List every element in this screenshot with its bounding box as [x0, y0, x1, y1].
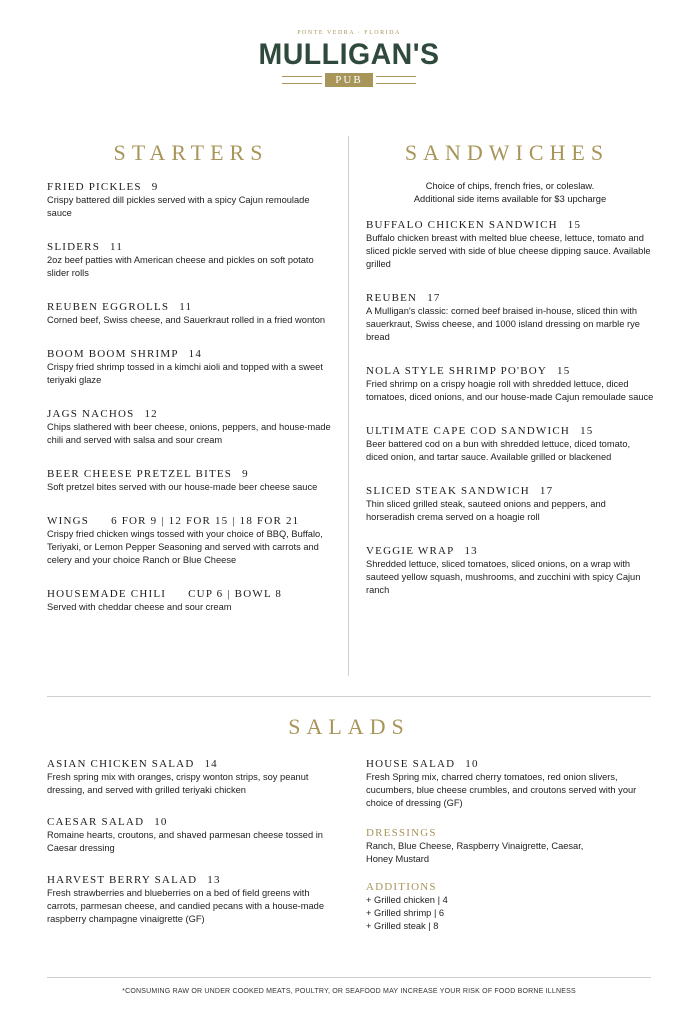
sandwiches-note: Choice of chips, french fries, or coleslaw. Additional side items available for $3 upcharge — [413, 181, 607, 204]
menu-item: HARVEST BERRY SALAD 13 Fresh strawberries and blueberries on a bed of field greens with carrots, parmesan cheese, and candied pecans with a house-made raspberry champagne vinaigrette (GF) — [47, 874, 325, 924]
addition-item: + Grilled steak | 8 — [366, 921, 439, 931]
addition-item: + Grilled chicken | 4 — [366, 895, 448, 905]
footer-disclaimer: *CONSUMING RAW OR UNDER COOKED MEATS, POULTRY, OR SEAFOOD MAY INCREASE YOUR RISK OF FOOD BORNE ILLNESS — [122, 988, 576, 995]
logo-line-left — [282, 76, 322, 84]
menu-item: REUBEN EGGROLLS 11 Corned beef, Swiss cheese, and Sauerkraut rolled in a fried wonton — [47, 301, 326, 325]
menu-item: HOUSEMADE CHILI CUP 6 | BOWL 8 Served with cheddar cheese and sour cream — [47, 588, 283, 612]
starters-list — [47, 180, 335, 634]
footer-divider — [47, 977, 651, 978]
logo-pub-badge: PUB — [325, 73, 372, 87]
menu-item: BEER CHEESE PRETZEL BITES 9 Soft pretzel bites served with our house-made beer cheese sauce — [47, 468, 318, 492]
addition-item: + Grilled shrimp | 6 — [366, 908, 445, 918]
menu-item: WINGS 6 FOR 9 | 12 FOR 15 | 18 FOR 21 Crispy fried chicken wings tossed with your choice of BBQ, Buffalo, Teriyaki, or Lemon Pepper Seasoning and served with carrots and celery and your choice Ranch or Blue Cheese — [47, 515, 323, 565]
sandwiches-title: SANDWICHES — [404, 140, 610, 165]
menu-item: NOLA STYLE SHRIMP PO'BOY 15 Fried shrimp on a crispy hoagie roll with shredded lettuce, diced tomatoes, diced onions, and our house-made Cajun remoulade sauce — [366, 365, 654, 402]
section-divider — [47, 696, 651, 697]
menu-item: SLIDERS 11 2oz beef patties with American cheese and pickles on soft potato slider rolls — [47, 241, 314, 278]
column-divider — [348, 136, 349, 676]
salads-right-list — [366, 757, 654, 953]
menu-item: FRIED PICKLES 9 Crispy battered dill pickles served with a spicy Cajun remoulade sauce — [47, 181, 310, 218]
menu-item: JAGS NACHOS 12 Chips slathered with beer cheese, onions, peppers, and house-made chili and served with salsa and sour cream — [47, 408, 331, 445]
menu-item: BOOM BOOM SHRIMP 14 Crispy fried shrimp tossed in a kimchi aioli and topped with a sweet teriyaki glaze — [47, 348, 323, 385]
logo-name: MULLIGAN'S — [258, 38, 440, 71]
starters-title: STARTERS — [113, 140, 269, 165]
additions-heading: ADDITIONS — [366, 881, 437, 893]
menu-item: ASIAN CHICKEN SALAD 14 Fresh spring mix with oranges, crispy wonton strips, soy peanut dressing, and served with grilled teriyaki chicken — [47, 758, 309, 795]
additions-block — [366, 880, 654, 933]
menu-item: BUFFALO CHICKEN SANDWICH 15 Buffalo chicken breast with melted blue cheese, lettuce, tomato and sliced pickle served with side of blue cheese dipping sauce. Available grilled — [366, 219, 651, 269]
menu-item: SLICED STEAK SANDWICH 17 Thin sliced grilled steak, sauteed onions and peppers, and horseradish crema served on a hoagie roll — [366, 485, 606, 522]
dressings-heading: DRESSINGS — [366, 827, 437, 839]
salads-left-list — [47, 757, 335, 946]
salads-title: SALADS — [288, 714, 410, 739]
logo-line-right — [376, 76, 416, 84]
menu-item: HOUSE SALAD 10 Fresh Spring mix, charred cherry tomatoes, red onion slivers, cucumbers, blue cheese crumbles, and croutons served with your choice of dressing (GF) — [366, 758, 637, 808]
logo-tagline: PONTE VEDRA · FLORIDA — [297, 30, 401, 36]
menu-item: ULTIMATE CAPE COD SANDWICH 15 Beer battered cod on a bun with shredded lettuce, diced tomato, diced onion, and tartar sauce. Available grilled or blackened — [366, 425, 631, 462]
sandwiches-list — [366, 180, 654, 617]
dressings-block: DRESSINGS Ranch, Blue Cheese, Raspberry Vinaigrette, Caesar, Honey Mustard — [366, 826, 654, 866]
menu-item: CAESAR SALAD 10 Romaine hearts, croutons, and shaved parmesan cheese tossed in Caesar dressing — [47, 816, 323, 853]
menu-item: REUBEN 17 A Mulligan's classic: corned beef braised in-house, sliced thin with sauerkraut, Swiss cheese, and 1000 island dressing on marble rye bread — [366, 292, 640, 342]
menu-item: VEGGIE WRAP 13 Shredded lettuce, sliced tomatoes, sliced onions, on a wrap with sauteed yellow squash, mushrooms, and zucchini with spicy Cajun ranch — [366, 545, 641, 595]
pub-logo — [0, 30, 698, 87]
